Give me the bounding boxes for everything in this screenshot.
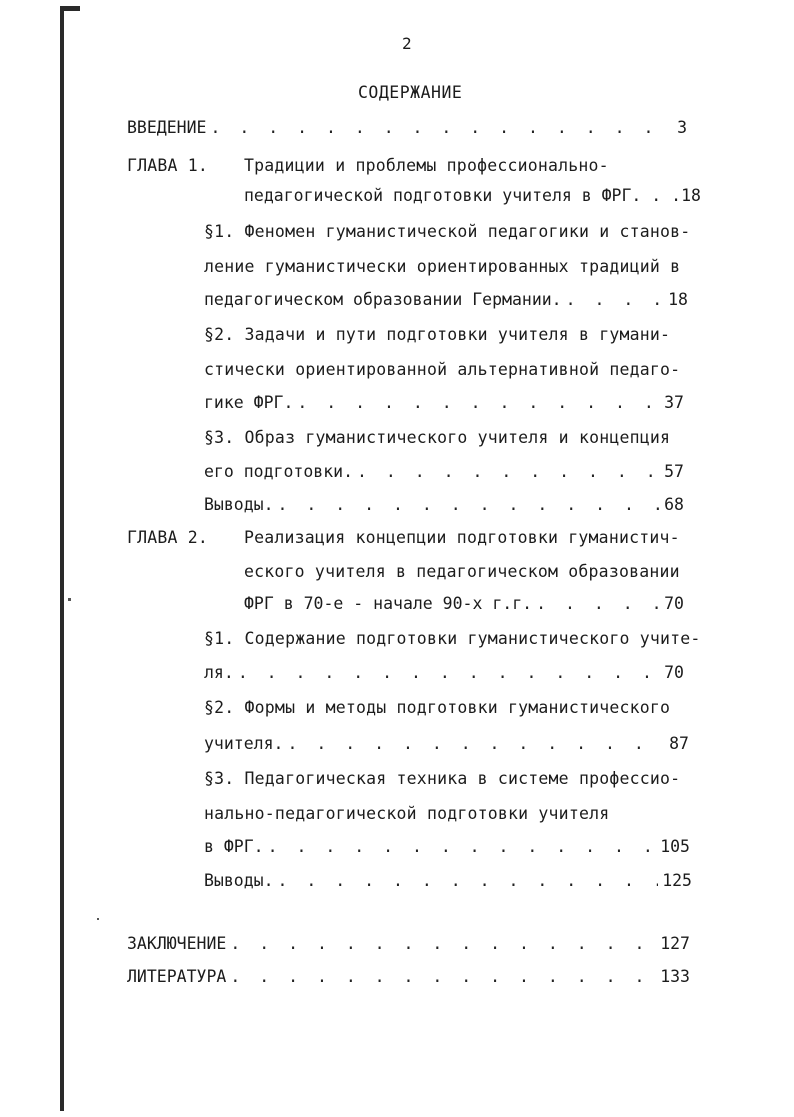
section-line: его подготовки. xyxy=(204,462,354,481)
toc-entry-conclusion[interactable] xyxy=(127,934,690,954)
leader-dots xyxy=(566,290,665,310)
section-line: §3. Образ гуманистического учителя и концепция xyxy=(204,428,671,447)
section-line: §1. Феномен гуманистической педагогики и станов- xyxy=(204,222,691,241)
toc-page: 125 xyxy=(662,871,692,890)
chapter-title-line: еского учителя в педагогическом образовании xyxy=(244,562,680,581)
section-line: §2. Задачи и пути подготовки учителя в гумани- xyxy=(204,325,671,344)
section-line: стически ориентированной альтернативной педаго- xyxy=(204,360,681,379)
toc-page: 57 xyxy=(664,462,684,481)
leader-dots xyxy=(297,393,660,413)
leader-dots xyxy=(268,837,657,857)
toc-entry-chapter2[interactable] xyxy=(244,594,684,614)
toc-page: 127 xyxy=(660,934,690,953)
chapter-title-line: ФРГ в 70-е - начале 90-х г.г. xyxy=(244,594,533,613)
toc-label: ВВЕДЕНИЕ xyxy=(127,118,207,137)
chapter-label: ГЛАВА 1. xyxy=(127,156,209,175)
section-line: §3. Педагогическая техника в системе профессио- xyxy=(204,769,681,788)
leader-dots xyxy=(230,967,656,987)
toc-page: 18 xyxy=(668,290,688,309)
binding-edge xyxy=(60,6,64,1111)
toc-label: ЗАКЛЮЧЕНИЕ xyxy=(127,934,227,953)
toc-page: 3 xyxy=(677,118,687,137)
scan-speck xyxy=(68,598,71,601)
leader-dots xyxy=(238,663,660,683)
toc-page: 105 xyxy=(660,837,690,856)
toc-entry-ch2-conclusions[interactable] xyxy=(204,871,692,891)
toc-entry-ch2-s2[interactable] xyxy=(204,734,689,754)
toc-page: 87 xyxy=(669,734,689,753)
toc-label: ЛИТЕРАТУРА xyxy=(127,967,227,986)
toc-entry-ch1-s3[interactable] xyxy=(204,462,684,482)
toc-entry-intro[interactable] xyxy=(127,118,687,138)
chapter-title-line: педагогической подготовки учителя в ФРГ. . . xyxy=(244,186,682,205)
toc-entry-ch2-s3[interactable] xyxy=(204,837,690,857)
leader-dots xyxy=(536,594,660,614)
toc-entry-ch1-s2[interactable] xyxy=(204,393,684,413)
section-line: ление гуманистически ориентированных традиций в xyxy=(204,257,681,276)
toc-page: 37 xyxy=(664,393,684,412)
page-title: СОДЕРЖАНИЕ xyxy=(358,83,463,102)
toc-page: 68 xyxy=(664,495,684,514)
section-line: §2. Формы и методы подготовки гуманистического xyxy=(204,698,671,717)
toc-entry-ch1-conclusions[interactable] xyxy=(204,495,684,515)
leader-dots xyxy=(278,871,659,891)
leader-dots xyxy=(278,495,661,515)
leader-dots xyxy=(357,462,660,482)
section-line: учителя. xyxy=(204,734,284,753)
section-line: гике ФРГ. xyxy=(204,393,294,412)
toc-page: 70 xyxy=(664,663,684,682)
chapter-title-line: Традиции и проблемы профессионально- xyxy=(244,156,609,175)
toc-entry-ch2-s1[interactable] xyxy=(204,663,684,683)
toc-entry-chapter1[interactable] xyxy=(244,186,701,206)
chapter-label: ГЛАВА 2. xyxy=(127,528,209,547)
page-number: 2 xyxy=(402,34,412,53)
binding-corner xyxy=(60,6,80,11)
toc-page: 18 xyxy=(681,186,701,205)
toc-page: 133 xyxy=(660,967,690,986)
chapter-title-line: Реализация концепции подготовки гуманистич- xyxy=(244,528,680,547)
section-line: ля. xyxy=(204,663,234,682)
toc-entry-literature[interactable] xyxy=(127,967,690,987)
section-line: §1. Содержание подготовки гуманистического учите- xyxy=(204,629,701,648)
section-line: нально-педагогической подготовки учителя xyxy=(204,804,610,823)
toc-entry-ch1-s1[interactable] xyxy=(204,290,688,310)
section-line: Выводы. xyxy=(204,871,274,890)
leader-dots xyxy=(287,734,665,754)
section-line: Выводы. xyxy=(204,495,274,514)
leader-dots xyxy=(230,934,656,954)
section-line: в ФРГ. xyxy=(204,837,264,856)
leader-dots xyxy=(210,118,673,138)
scan-speck xyxy=(97,918,99,920)
section-line: педагогическом образовании Германии. xyxy=(204,290,562,309)
toc-page: 70 xyxy=(664,594,684,613)
